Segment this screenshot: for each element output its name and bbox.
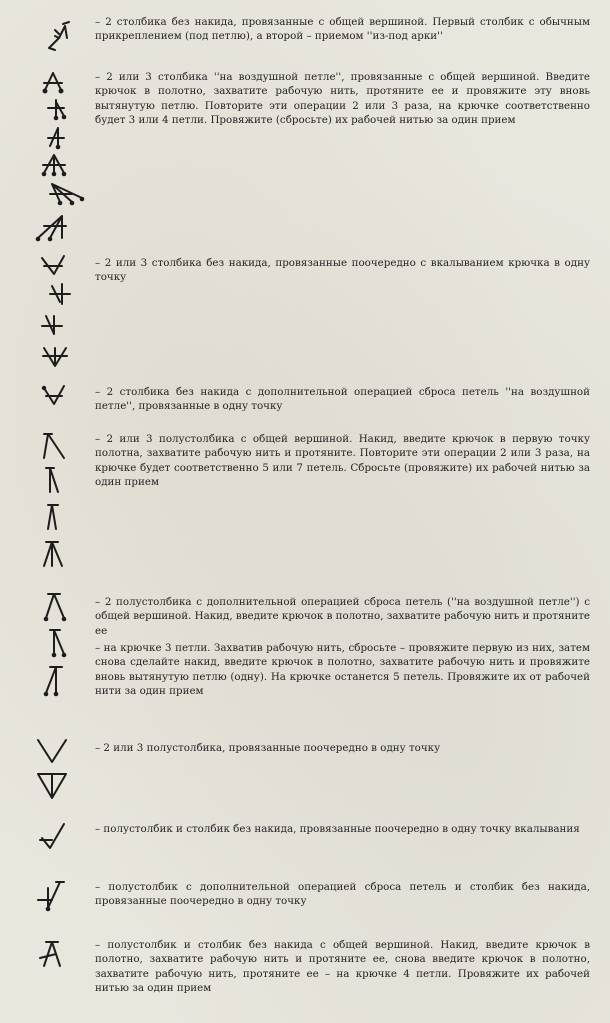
hdc3tog-symbol-icon <box>40 540 68 570</box>
entry-description: – 2 или 3 полустолбика, провязанные поочередно в одну точку <box>95 742 441 754</box>
hdc2tog-on-chain-variant-icon <box>46 628 70 660</box>
hdc3-in-one-symbol-icon <box>36 770 68 802</box>
hdc2tog-symbol-icon <box>42 432 68 462</box>
sc-on-chain-variant-icon <box>42 98 70 122</box>
hdc2-in-one-symbol-icon <box>36 736 68 766</box>
hdc2tog-variant-icon <box>46 503 68 533</box>
hdc2tog-on-chain-variant-icon <box>40 665 66 699</box>
entry-description: – полустолбик с дополнительной операцией сброса петель и столбик без накида, провязанные поочередно в одну точку <box>95 881 590 908</box>
hdc-sc-in-one-symbol-icon <box>38 822 68 854</box>
entry-description: – полустолбик и столбик без накида с общей вершиной. Накид, введите крючок в полотно, захватите рабочую нить и протяните ее, снова введите крючок в полотно, захватите рабочую нить, протяните ее – на крючке 4 петли. Провяжите их рабочей нитью за один прием <box>95 939 590 994</box>
entry-description: – полустолбик и столбик без накида, провязанные поочередно в одну точку вкалывания <box>95 823 580 835</box>
sc-on-chain-variant-icon <box>44 126 70 150</box>
entry-description: – 2 столбика без накида с дополнительной операцией сброса петель ''на воздушной петле'', провязанные в одну точку <box>95 386 590 413</box>
sc2tog-symbol-icon <box>45 20 75 52</box>
hdc-sc-tog-symbol-icon <box>38 940 66 970</box>
sc2-in-one-variant-icon <box>40 314 68 338</box>
entry-description: – 2 или 3 столбика ''на воздушной петле'', провязанные с общей вершиной. Введите крючок в полотно, захватите рабочую нить, протяните ее и провяжите эту вновь вытянутую петлю. Повторите эти операции 2 или 3 раза, на крючке соответственно будет 3 или 4 петли. Провяжите (сбросьте) их рабочей нитью за один прием <box>95 71 590 126</box>
entry-description: – 2 столбика без накида, провязанные с общей вершиной. Первый столбик с обычным прикреплением (под петлю), а второй – приемом ''из-под арки'' <box>95 16 590 43</box>
sc3tog-on-chain-symbol-icon <box>38 153 70 179</box>
sc3tog-on-chain-variant-icon <box>46 182 86 208</box>
entry-description: – 2 полустолбика с дополнительной операцией сброса петель (''на воздушной петле'') с общей вершиной. Накид, введите крючок в полотно, захватите рабочую нить и протяните ее <box>95 596 590 637</box>
sc2-in-one-symbol-icon <box>40 254 68 278</box>
hdc2tog-on-chain-symbol-icon <box>42 592 70 624</box>
hdc2tog-variant-icon <box>44 466 64 496</box>
sc-on-chain-symbol-icon <box>38 70 68 96</box>
hdc-on-chain-sc-symbol-icon <box>36 880 66 914</box>
sc3-in-one-symbol-icon <box>40 344 70 370</box>
sc3tog-on-chain-variant-icon <box>28 214 66 244</box>
entry-description: – 2 или 3 столбика без накида, провязанные поочередно с вкалыванием крючка в одну точку <box>95 257 590 284</box>
sc2-in-one-variant-icon <box>48 282 72 306</box>
entry-description: – на крючке 3 петли. Захватив рабочую нить, сбросьте – провяжите первую из них, затем снова сделайте накид, введите крючок в полотно, захватите рабочую нить и провяжите вновь вытянутую петлю (одну). На крючке останется 5 петель. Провяжите их от рабочей нити за один прием <box>95 642 590 697</box>
entry-description: – 2 или 3 полустолбика с общей вершиной. Накид, введите крючок в первую точку полотна, захватите рабочую нить и протяните. Повторите эти операции 2 или 3 раза, на крючке будет соответственно 5 или 7 петель. Сбросьте (провяжите) их рабочей нитью за один прием <box>95 433 590 488</box>
sc2-on-chain-in-one-symbol-icon <box>42 384 68 410</box>
